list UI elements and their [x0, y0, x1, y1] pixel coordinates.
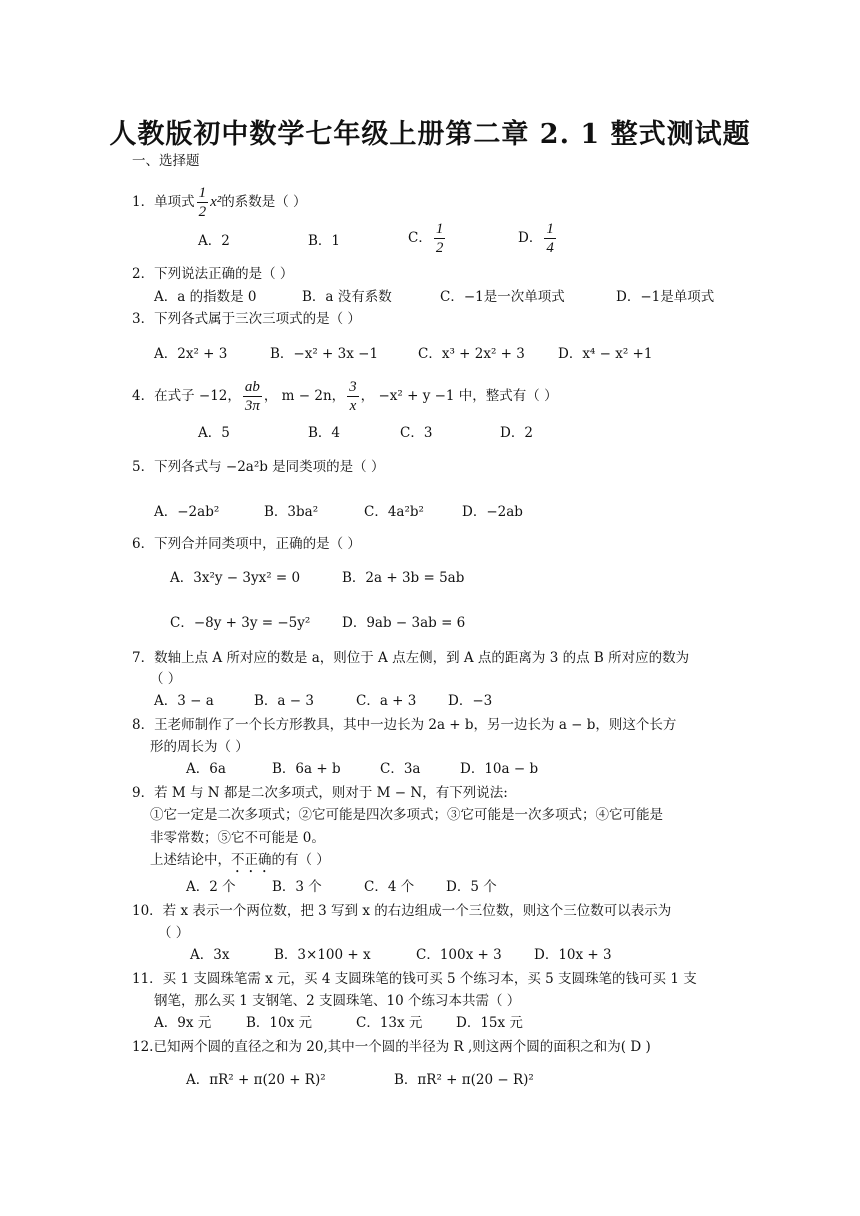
q8-option-b: B．6a + b: [272, 761, 341, 777]
q3-option-a: A．2x² + 3: [154, 346, 228, 362]
q4-fraction-1: [243, 378, 262, 415]
q5-option-d: D．−2ab: [462, 504, 523, 520]
q7-option-d: D．−3: [448, 693, 493, 709]
q10-option-c: C．100x + 3: [416, 947, 502, 963]
question-5: 5．下列各式与 −2a²b 是同类项的是（ ）: [132, 459, 385, 475]
q4-middle: ， m − 2n，: [263, 388, 346, 404]
q4-option-b: B．4: [308, 425, 341, 441]
q9-line-4-prefix: 上述结论中，: [150, 852, 231, 868]
question-2: 2．下列说法正确的是（ ）: [132, 266, 294, 282]
question-1: [132, 184, 307, 221]
q3-option-b: B．−x² + 3x −1: [270, 346, 379, 362]
question-9-line-3: 非零常数；⑤它不可能是 0。: [150, 830, 325, 846]
q1-frac-num: 1: [198, 185, 207, 201]
q8-option-d: D．10a − b: [460, 761, 539, 777]
q1-option-c-label: C．: [408, 230, 432, 246]
q1-option-c-frac: [434, 220, 446, 257]
q10-option-a: A．3x: [190, 947, 230, 963]
q6-option-a: A．3x²y − 3yx² = 0: [170, 570, 301, 586]
q1-expr: x²: [210, 194, 222, 210]
q5-option-a: A．−2ab²: [154, 504, 220, 520]
section-heading: 一、选择题: [132, 153, 200, 169]
q7-option-a: A．3 − a: [154, 693, 214, 709]
question-12: 12.已知两个圆的直径之和为 20,其中一个圆的半径为 R ,则这两个圆的面积之和为( D ): [132, 1039, 651, 1055]
q4-f1-den: 3π: [244, 398, 260, 414]
q1-c-num: 1: [435, 221, 444, 237]
q1-d-num: 1: [546, 221, 554, 237]
q4-f1-num: ab: [244, 379, 260, 395]
question-10-line-1: 10．若 x 表示一个两位数，把 3 写到 x 的右边组成一个三位数，则这个三位数可以表示为: [132, 903, 672, 919]
q9-option-a: A．2 个: [186, 879, 236, 895]
q4-fraction-2: [347, 378, 359, 415]
question-8-line-2: 形的周长为（ ）: [150, 739, 249, 755]
q1-option-b: B．1: [308, 233, 341, 249]
q3-option-c: C．x³ + 2x² + 3: [418, 346, 525, 362]
q9-emphasis: 不正确: [231, 852, 272, 868]
q2-option-b: B．a 没有系数: [302, 289, 392, 305]
q5-option-c: C．4a²b²: [364, 504, 424, 520]
q11-option-b: B．10x 元: [246, 1015, 313, 1031]
q7-option-c: C．a + 3: [356, 693, 417, 709]
q1-option-a: A．2: [198, 233, 230, 249]
q6-option-d: D．9ab − 3ab = 6: [342, 615, 466, 631]
question-7-line-2: （ ）: [150, 671, 182, 687]
q1-option-d-frac: [544, 220, 556, 257]
q4-option-c: C．3: [400, 425, 433, 441]
q11-option-c: C．13x 元: [356, 1015, 423, 1031]
q4-prefix: 4．在式子 −12，: [132, 388, 241, 404]
question-6: 6．下列合并同类项中，正确的是（ ）: [132, 536, 361, 552]
q9-option-c: C．4 个: [364, 879, 415, 895]
page-title: 人教版初中数学七年级上册第二章 2. 1 整式测试题: [109, 119, 751, 150]
question-9-line-2: ①它一定是二次多项式；②它可能是四次多项式；③它可能是一次多项式；④它可能是: [150, 807, 663, 823]
q4-f2-den: x: [349, 398, 357, 414]
q5-option-b: B．3ba²: [264, 504, 319, 520]
q11-option-a: A．9x 元: [154, 1015, 212, 1031]
q4-suffix: ， −x² + y −1 中，整式有（ ）: [360, 388, 558, 404]
q6-option-c: C．−8y + 3y = −5y²: [170, 615, 311, 631]
q12-option-b: B．πR² + π(20 − R)²: [394, 1072, 534, 1088]
q1-option-d: [518, 220, 558, 257]
q7-option-b: B．a − 3: [254, 693, 314, 709]
q1-c-den: 2: [435, 240, 444, 256]
q8-option-a: A．6a: [186, 761, 226, 777]
q2-option-c: C．−1是一次单项式: [440, 289, 565, 305]
q10-option-d: D．10x + 3: [534, 947, 612, 963]
q6-option-b: B．2a + 3b = 5ab: [342, 570, 465, 586]
q11-option-d: D．15x 元: [456, 1015, 523, 1031]
q2-option-d: D．−1是单项式: [616, 289, 715, 305]
question-9-line-4: [150, 851, 330, 876]
q9-option-b: B．3 个: [272, 879, 322, 895]
q9-option-d: D．5 个: [446, 879, 497, 895]
q10-option-b: B．3×100 + x: [274, 947, 371, 963]
q4-f2-num: 3: [349, 379, 357, 395]
q9-line-4-suffix: 的有（ ）: [271, 852, 330, 868]
q3-option-d: D．x⁴ − x² +1: [558, 346, 653, 362]
q1-suffix: 的系数是（ ）: [221, 194, 307, 210]
question-3: 3．下列各式属于三次三项式的是（ ）: [132, 311, 361, 327]
q1-frac-den: 2: [198, 204, 207, 220]
q4-option-a: A．5: [198, 425, 230, 441]
q4-option-d: D．2: [500, 425, 533, 441]
q1-fraction: [197, 184, 209, 221]
q12-option-a: A．πR² + π(20 + R)²: [186, 1072, 326, 1088]
question-11-line-2: 钢笔，那么买 1 支钢笔、2 支圆珠笔、10 个练习本共需（ ）: [154, 993, 521, 1009]
q1-option-d-label: D．: [518, 230, 543, 246]
q1-option-c: [408, 220, 447, 257]
question-7-line-1: 7．数轴上点 A 所对应的数是 a，则位于 A 点左侧，到 A 点的距离为 3 的点 B 所对应的数为: [132, 650, 690, 666]
q1-d-den: 4: [546, 240, 554, 256]
question-9-line-1: 9．若 M 与 N 都是二次多项式，则对于 M − N，有下列说法:: [132, 785, 508, 801]
q2-option-a: A．a 的指数是 0: [154, 289, 257, 305]
question-10-line-2: （ ）: [158, 925, 190, 941]
question-11-line-1: 11．买 1 支圆珠笔需 x 元，买 4 支圆珠笔的钱可买 5 个练习本，买 5 支圆珠笔的钱可买 1 支: [132, 971, 697, 987]
q1-prefix: 1．单项式: [132, 194, 195, 210]
question-4: [132, 378, 558, 415]
question-8-line-1: 8．王老师制作了一个长方形教具，其中一边长为 2a + b，另一边长为 a − b，则这个长方: [132, 717, 677, 733]
q8-option-c: C．3a: [380, 761, 421, 777]
